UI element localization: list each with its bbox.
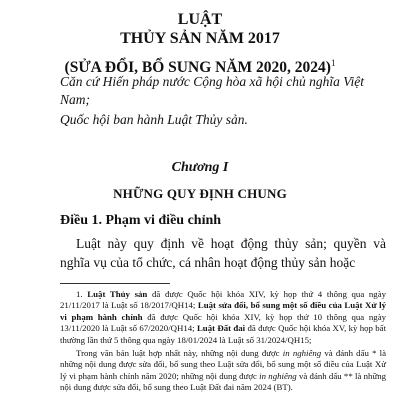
footnote-law3-text: đã được Quốc hội khóa XV, kỳ họp bất thường lần thứ 5 thông qua ngày 18/01/2024 là Luật số 31/2024/QH15; [60,323,387,345]
law-name-year: THỦY SẢN NĂM 2017 [120,30,280,47]
footnote-law1-name: Luật Thủy sản [87,289,148,299]
law-title: LUẬT [177,11,223,28]
chapter-label: Chương I [171,160,229,175]
article-body: Luật này quy định về hoạt động thủy sản; quyền và nghĩa vụ của tổ chức, cá nhân hoạt động thủy sản hoặc [60,236,386,270]
amendment-subtitle-text: (SỬA ĐỔI, BỔ SUNG NĂM 2020, 2024) [64,59,331,76]
editor-note-italic1: in nghiêng [282,348,322,358]
footnote-law3-name: Luật Đất đai [196,323,246,334]
footnote-law2-text: đã được Quốc hội khóa XIV, kỳ họp thứ 10 thông qua ngày 13/11/2020 là Luật số 67/2020/QH14; [60,311,387,334]
preamble-enactment: Quốc hội ban hành Luật Thủy sản. [60,112,248,127]
editor-note [60,348,386,394]
footnote-law2-name: Luật sửa đổi, bổ sung một số điều của Luật Xử lý vi phạm hành chính [60,300,387,322]
editor-note-part3: và đánh dấu ** là những nội dung được sửa đổi, bổ sung theo Luật Đất đai năm 2024 (BT). [60,370,387,393]
chapter-title: NHỮNG QUY ĐỊNH CHUNG [113,186,287,201]
article-heading: Điều 1. Phạm vi điều chỉnh [60,213,222,228]
law-title-block [0,10,400,78]
footnote-1 [60,289,386,346]
footnote-marker[interactable]: 1 [330,58,336,68]
editor-note-part2: và đánh dấu * là những nội dung được sửa đổi, bổ sung theo Luật sửa đổi, bổ sung một số điều của Luật Xử lý vi phạm hành chính năm 2020; những nội dung được [60,348,387,381]
footnote-divider [60,283,170,284]
preamble-basis: Căn cứ Hiến pháp nước Cộng hòa xã hội chủ nghĩa Việt Nam; [60,74,365,107]
editor-note-part1: Trong văn bản luật hợp nhất này, những nội dung được [76,348,280,358]
editor-note-italic2: in nghiêng [259,370,297,381]
footnote-law1-text: đã được Quốc hội khóa XIV, kỳ họp thứ 4 thông qua ngày 21/11/2017 là Luật số 18/2017/QH14; [60,289,386,311]
footnote-number: 1. [76,289,83,299]
